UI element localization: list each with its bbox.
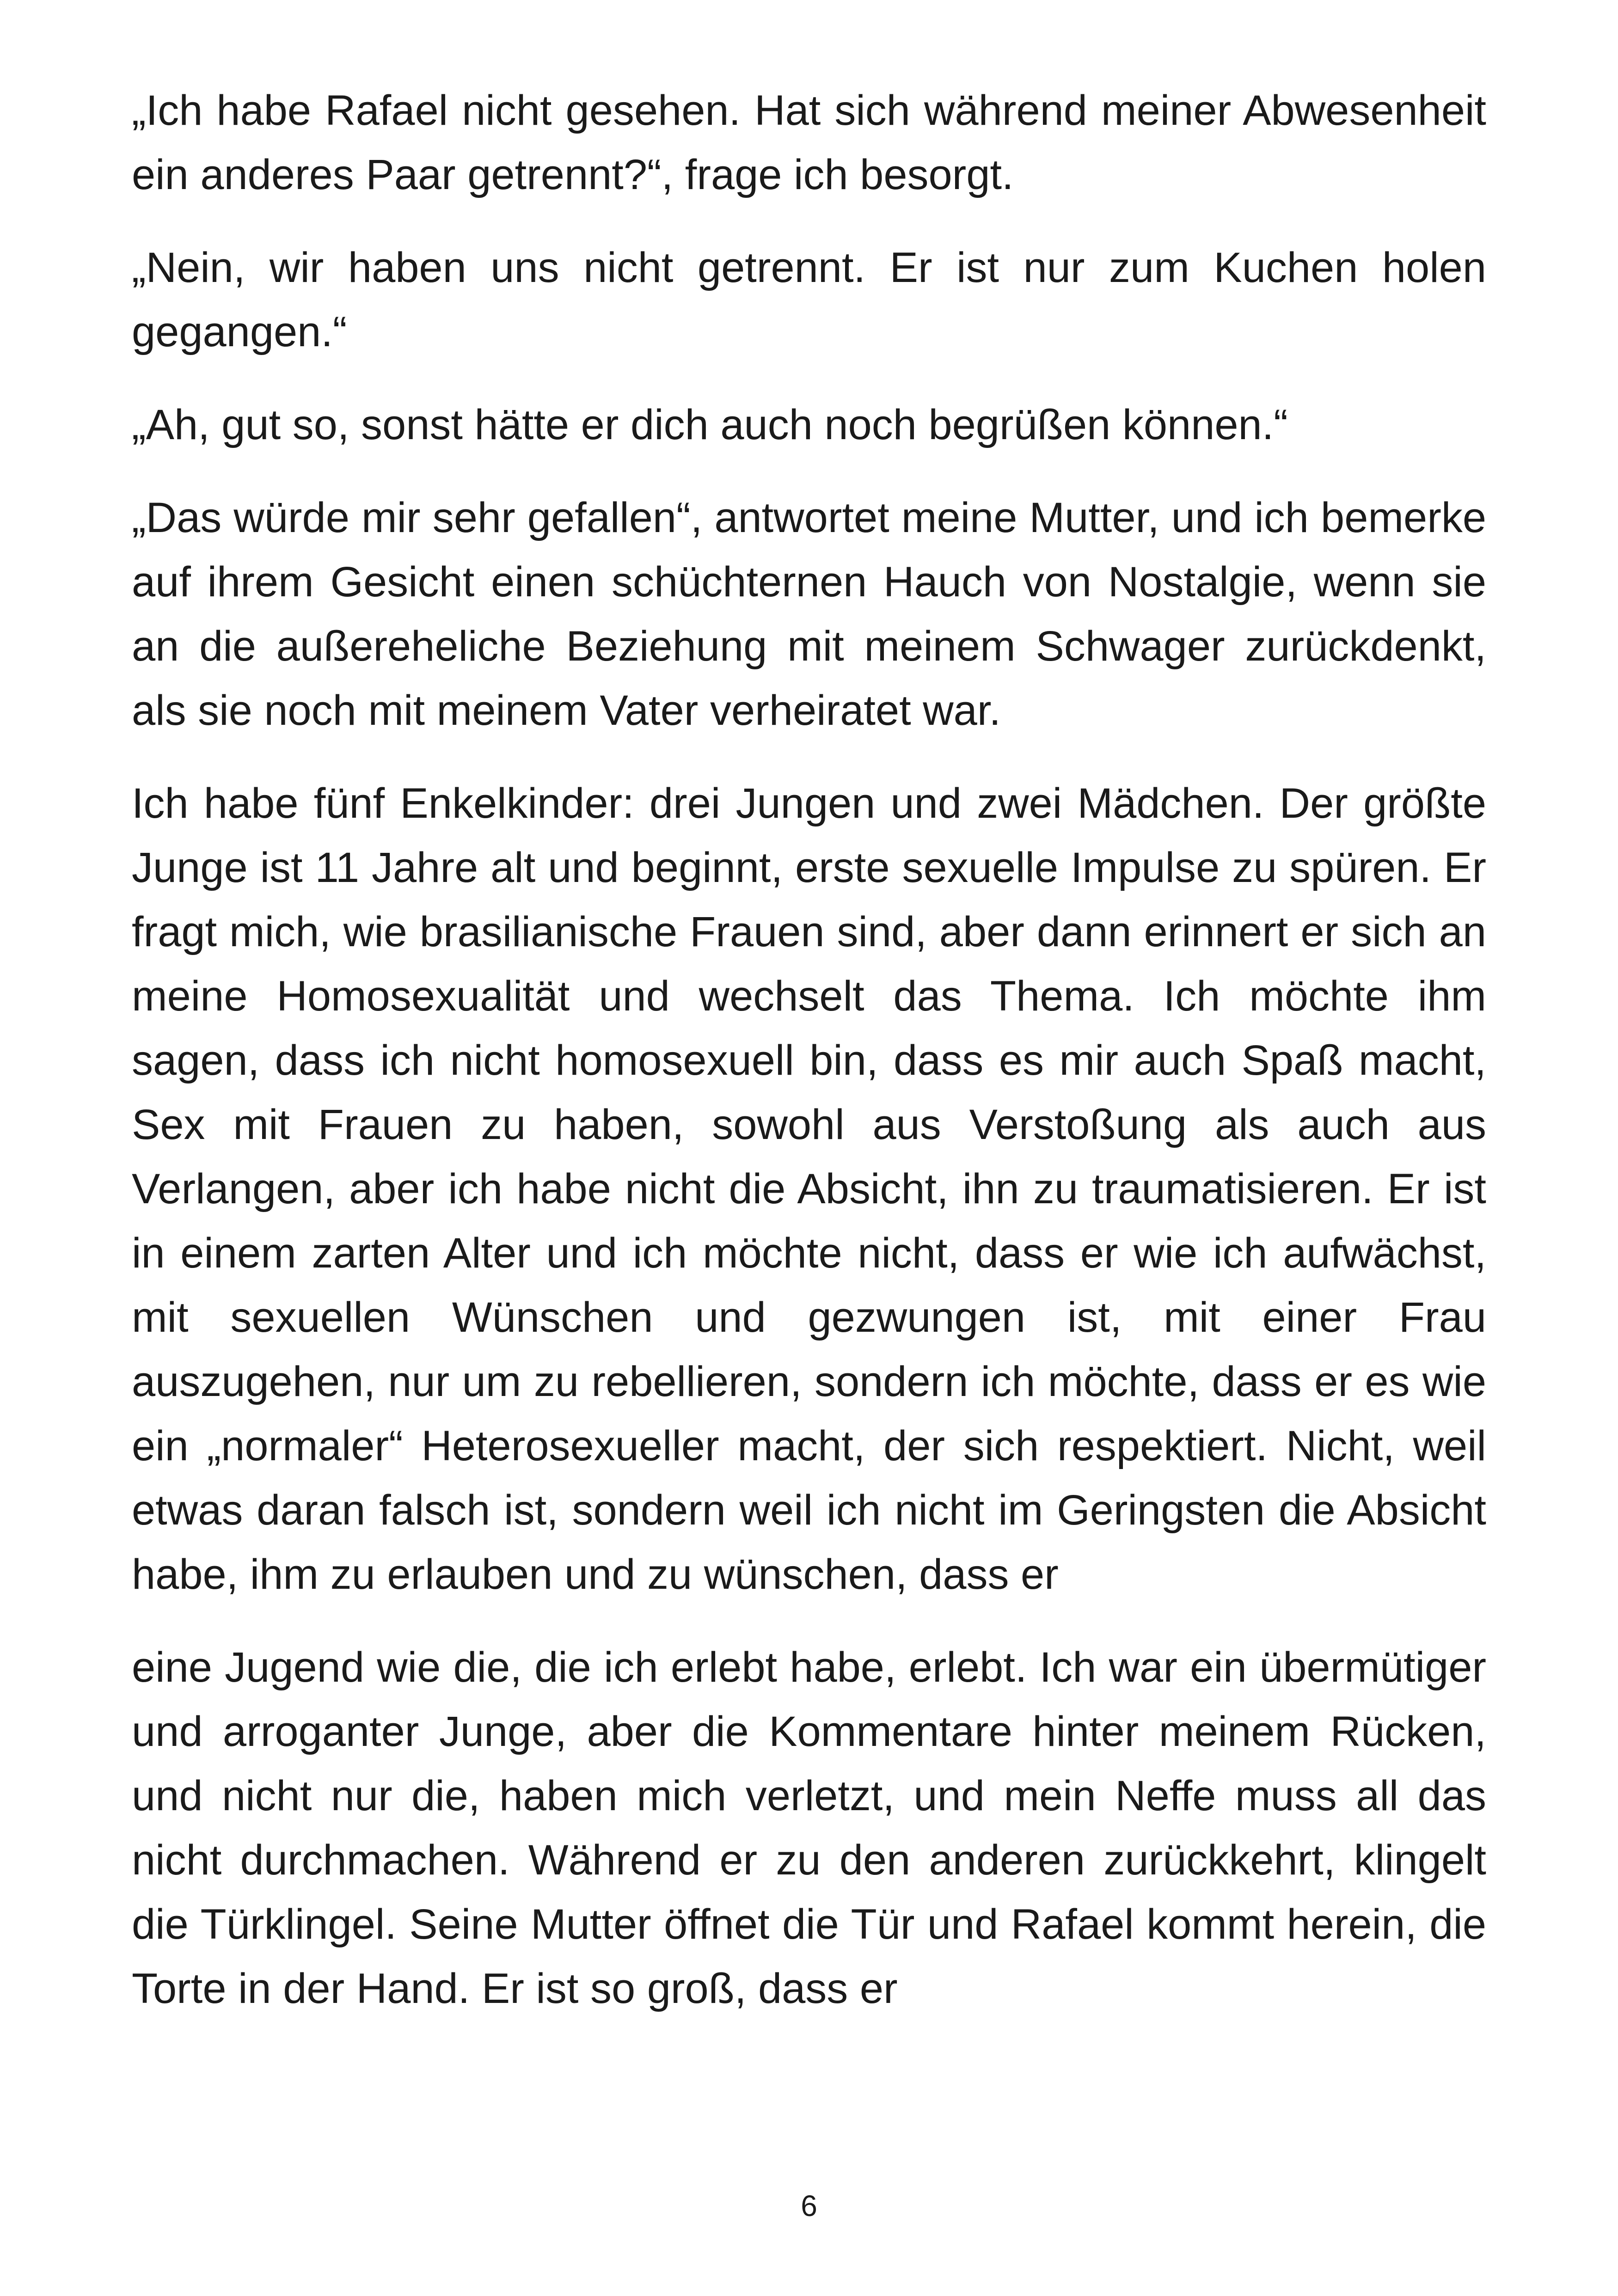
paragraph: Ich habe fünf Enkelkinder: drei Jungen und zwei Mädchen. Der größte Junge ist 11 Jahre alt und beginnt, erste sexuelle Impulse zu spüren. Er fragt mich, wie brasilianische Frauen sind, aber dann erinnert er sich an meine Homosexualität und wechselt das Thema. Ich möchte ihm sagen, dass ich nicht homosexuell bin, dass es mir auch Spaß macht, Sex mit Frauen zu haben, sowohl aus Verstoßung als auch aus Verlangen, aber ich habe nicht die Absicht, ihn zu traumatisieren. Er ist in einem zarten Alter und ich möchte nicht, dass er wie ich aufwächst, mit sexuellen Wünschen und gezwungen ist, mit einer Frau auszugehen, nur um zu rebellieren, sondern ich möchte, dass er es wie ein „normaler“ Heterosexueller macht, der sich respektiert. Nicht, weil etwas daran falsch ist, sondern weil ich nicht im Geringsten die Absicht habe, ihm zu erlauben und zu wünschen, dass er	[132, 780, 1486, 1598]
page-number: 6	[801, 2189, 817, 2223]
paragraph: „Ich habe Rafael nicht gesehen. Hat sich während meiner Abwesenheit ein anderes Paar getrennt?“, frage ich besorgt.	[132, 87, 1486, 198]
paragraph: „Das würde mir sehr gefallen“, antwortet meine Mutter, und ich bemerke auf ihrem Gesicht einen schüchternen Hauch von Nostalgie, wenn sie an die außereheliche Beziehung mit meinem Schwager zurückdenkt, als sie noch mit meinem Vater verheiratet war.	[132, 494, 1486, 734]
body-text	[132, 79, 1486, 2021]
paragraph: eine Jugend wie die, die ich erlebt habe, erlebt. Ich war ein übermütiger und arroganter Junge, aber die Kommentare hinter meinem Rücken, und nicht nur die, haben mich verletzt, und mein Neffe muss all das nicht durchmachen. Während er zu den anderen zurückkehrt, klingelt die Türklingel. Seine Mutter öffnet die Tür und Rafael kommt herein, die Torte in der Hand. Er ist so groß, dass er	[132, 1644, 1486, 2012]
paragraph: „Nein, wir haben uns nicht getrennt. Er ist nur zum Kuchen holen gegangen.“	[132, 244, 1486, 355]
paragraph: „Ah, gut so, sonst hätte er dich auch noch begrüßen können.“	[132, 401, 1288, 448]
